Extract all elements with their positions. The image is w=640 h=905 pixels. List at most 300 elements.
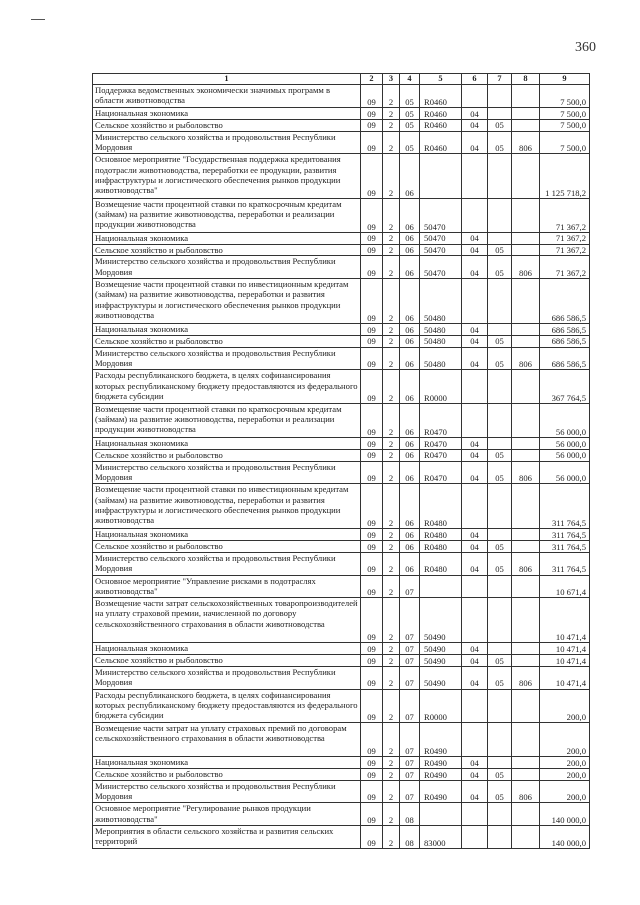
target-code-cell: 50470 (420, 232, 462, 244)
department-cell (512, 85, 540, 108)
subsection-cell (488, 642, 512, 654)
amount-cell: 56 000,0 (540, 449, 590, 461)
row-name-cell: Сельское хозяйство и рыболовство (93, 244, 361, 256)
amount-cell: 10 671,4 (540, 575, 590, 598)
table-row (93, 119, 590, 131)
department-cell (512, 642, 540, 654)
table-row (93, 279, 590, 324)
department-cell (512, 244, 540, 256)
amount-cell: 140 000,0 (540, 826, 590, 849)
target-code-cell: 50490 (420, 666, 462, 689)
department-cell: 806 (512, 131, 540, 154)
table-row (93, 723, 590, 757)
target-code-cell: 50470 (420, 198, 462, 232)
subsection-cell (488, 528, 512, 540)
subsection-cell: 05 (488, 256, 512, 279)
code-cell: 05 (400, 85, 420, 108)
amount-cell: 200,0 (540, 723, 590, 757)
code-cell: 07 (400, 654, 420, 666)
code-cell: 06 (400, 484, 420, 529)
code-cell: 06 (400, 244, 420, 256)
table-row (93, 461, 590, 484)
code-cell: 09 (361, 279, 383, 324)
department-cell (512, 154, 540, 199)
section-cell: 04 (462, 335, 488, 347)
code-cell: 2 (383, 437, 400, 449)
code-cell: 09 (361, 154, 383, 199)
code-cell: 09 (361, 484, 383, 529)
table-row (93, 370, 590, 404)
code-cell: 09 (361, 642, 383, 654)
target-code-cell: R0480 (420, 552, 462, 575)
code-cell: 09 (361, 323, 383, 335)
department-cell: 806 (512, 347, 540, 370)
department-cell: 806 (512, 666, 540, 689)
section-cell: 04 (462, 642, 488, 654)
code-cell: 09 (361, 449, 383, 461)
code-cell: 09 (361, 198, 383, 232)
target-code-cell: R0490 (420, 756, 462, 768)
header-cell: 2 (361, 74, 383, 85)
code-cell: 2 (383, 449, 400, 461)
target-code-cell: 50490 (420, 654, 462, 666)
target-code-cell (420, 154, 462, 199)
code-cell: 06 (400, 323, 420, 335)
target-code-cell: 50480 (420, 279, 462, 324)
row-name-cell: Министерство сельского хозяйства и продовольствия Республики Мордовия (93, 256, 361, 279)
subsection-cell: 05 (488, 780, 512, 803)
code-cell: 09 (361, 370, 383, 404)
section-cell: 04 (462, 256, 488, 279)
code-cell: 05 (400, 131, 420, 154)
row-name-cell: Поддержка ведомственных экономически значимых программ в области животноводства (93, 85, 361, 108)
department-cell (512, 404, 540, 438)
amount-cell: 71 367,2 (540, 232, 590, 244)
row-name-cell: Национальная экономика (93, 437, 361, 449)
table-row (93, 552, 590, 575)
table-row (93, 232, 590, 244)
header-cell: 1 (93, 74, 361, 85)
department-cell (512, 279, 540, 324)
code-cell: 2 (383, 528, 400, 540)
section-cell (462, 575, 488, 598)
target-code-cell (420, 803, 462, 826)
code-cell: 09 (361, 654, 383, 666)
table-row (93, 654, 590, 666)
subsection-cell: 05 (488, 540, 512, 552)
section-cell: 04 (462, 780, 488, 803)
table-row (93, 85, 590, 108)
row-name-cell: Сельское хозяйство и рыболовство (93, 768, 361, 780)
code-cell: 09 (361, 131, 383, 154)
row-name-cell: Расходы республиканского бюджета, в целях софинансирования которых республиканскому бюджету предоставляются из федерального бюджета субсидии (93, 370, 361, 404)
code-cell: 09 (361, 256, 383, 279)
table-row (93, 666, 590, 689)
table-row (93, 803, 590, 826)
code-cell: 06 (400, 461, 420, 484)
target-code-cell: R0470 (420, 404, 462, 438)
row-name-cell: Возмещение части затрат сельскохозяйственных товаропроизводителей на уплату страховой премии, начисленной по договору сельскохозяйственного страхования в области животноводства (93, 598, 361, 643)
department-cell (512, 484, 540, 529)
row-name-cell: Национальная экономика (93, 323, 361, 335)
subsection-cell: 05 (488, 666, 512, 689)
subsection-cell (488, 85, 512, 108)
code-cell: 09 (361, 244, 383, 256)
subsection-cell (488, 370, 512, 404)
amount-cell: 686 586,5 (540, 323, 590, 335)
subsection-cell (488, 404, 512, 438)
subsection-cell (488, 484, 512, 529)
code-cell: 09 (361, 723, 383, 757)
code-cell: 09 (361, 528, 383, 540)
subsection-cell (488, 598, 512, 643)
header-cell: 7 (488, 74, 512, 85)
code-cell: 09 (361, 780, 383, 803)
table-row (93, 484, 590, 529)
subsection-cell (488, 437, 512, 449)
row-name-cell: Министерство сельского хозяйства и продовольствия Республики Мордовия (93, 347, 361, 370)
target-code-cell: R0460 (420, 131, 462, 154)
code-cell: 2 (383, 85, 400, 108)
header-cell: 6 (462, 74, 488, 85)
target-code-cell: R0480 (420, 528, 462, 540)
row-name-cell: Сельское хозяйство и рыболовство (93, 540, 361, 552)
code-cell: 06 (400, 154, 420, 199)
row-name-cell: Возмещение части затрат на уплату страховых премий по договорам сельскохозяйственного страхования в области животноводства (93, 723, 361, 757)
amount-cell: 311 764,5 (540, 484, 590, 529)
code-cell: 09 (361, 598, 383, 643)
target-code-cell: 50480 (420, 323, 462, 335)
table-row (93, 540, 590, 552)
code-cell: 2 (383, 484, 400, 529)
code-cell: 2 (383, 244, 400, 256)
target-code-cell: R0480 (420, 540, 462, 552)
code-cell: 09 (361, 461, 383, 484)
code-cell: 2 (383, 119, 400, 131)
code-cell: 09 (361, 347, 383, 370)
table-row (93, 689, 590, 723)
subsection-cell: 05 (488, 449, 512, 461)
amount-cell: 7 500,0 (540, 107, 590, 119)
department-cell (512, 437, 540, 449)
code-cell: 2 (383, 256, 400, 279)
code-cell: 05 (400, 107, 420, 119)
target-code-cell: 83000 (420, 826, 462, 849)
table-body (93, 85, 590, 849)
row-name-cell: Министерство сельского хозяйства и продовольствия Республики Мордовия (93, 666, 361, 689)
amount-cell: 200,0 (540, 756, 590, 768)
row-name-cell: Сельское хозяйство и рыболовство (93, 654, 361, 666)
code-cell: 07 (400, 723, 420, 757)
section-cell: 04 (462, 131, 488, 154)
table-row (93, 598, 590, 643)
code-cell: 06 (400, 370, 420, 404)
department-cell (512, 119, 540, 131)
code-cell: 2 (383, 642, 400, 654)
department-cell (512, 598, 540, 643)
department-cell (512, 449, 540, 461)
table-row (93, 404, 590, 438)
table-row (93, 323, 590, 335)
code-cell: 09 (361, 552, 383, 575)
row-name-cell: Основное мероприятие "Государственная поддержка кредитования подотрасли животноводства, переработки ее продукции, развития инфраструктуры и логистического обеспечения рынков продукции животноводства" (93, 154, 361, 199)
department-cell: 806 (512, 461, 540, 484)
code-cell: 2 (383, 803, 400, 826)
row-name-cell: Возмещение части процентной ставки по краткосрочным кредитам (займам) на развитие животноводства, переработки и реализации продукции животноводства (93, 198, 361, 232)
section-cell: 04 (462, 347, 488, 370)
section-cell: 04 (462, 244, 488, 256)
code-cell: 07 (400, 768, 420, 780)
code-cell: 09 (361, 437, 383, 449)
row-name-cell: Возмещение части процентной ставки по инвестиционным кредитам (займам) на развитие животноводства, переработки и развития инфраструктуры и логистического обеспечения рынков продукции животноводства (93, 484, 361, 529)
target-code-cell: R0000 (420, 689, 462, 723)
page-number: 360 (575, 40, 596, 55)
table-row (93, 826, 590, 849)
code-cell: 09 (361, 768, 383, 780)
code-cell: 07 (400, 689, 420, 723)
department-cell (512, 826, 540, 849)
subsection-cell: 05 (488, 119, 512, 131)
subsection-cell (488, 803, 512, 826)
section-cell: 04 (462, 756, 488, 768)
row-name-cell: Национальная экономика (93, 528, 361, 540)
subsection-cell: 05 (488, 131, 512, 154)
amount-cell: 71 367,2 (540, 256, 590, 279)
subsection-cell (488, 198, 512, 232)
code-cell: 2 (383, 575, 400, 598)
target-code-cell: R0490 (420, 768, 462, 780)
table-row (93, 780, 590, 803)
department-cell (512, 323, 540, 335)
section-cell: 04 (462, 323, 488, 335)
header-cell: 3 (383, 74, 400, 85)
section-cell (462, 484, 488, 529)
code-cell: 06 (400, 335, 420, 347)
code-cell: 2 (383, 780, 400, 803)
target-code-cell: 50490 (420, 642, 462, 654)
row-name-cell: Расходы республиканского бюджета, в целях софинансирования которых республиканскому бюджету предоставляются из федерального бюджета субсидии (93, 689, 361, 723)
row-name-cell: Национальная экономика (93, 107, 361, 119)
code-cell: 09 (361, 335, 383, 347)
amount-cell: 311 764,5 (540, 540, 590, 552)
amount-cell: 686 586,5 (540, 335, 590, 347)
subsection-cell (488, 323, 512, 335)
section-cell (462, 370, 488, 404)
department-cell (512, 528, 540, 540)
code-cell: 07 (400, 598, 420, 643)
department-cell (512, 107, 540, 119)
amount-cell: 56 000,0 (540, 437, 590, 449)
row-name-cell: Министерство сельского хозяйства и продовольствия Республики Мордовия (93, 780, 361, 803)
section-cell: 04 (462, 461, 488, 484)
code-cell: 06 (400, 552, 420, 575)
code-cell: 08 (400, 826, 420, 849)
target-code-cell: 50470 (420, 244, 462, 256)
target-code-cell: R0470 (420, 461, 462, 484)
code-cell: 07 (400, 575, 420, 598)
subsection-cell: 05 (488, 461, 512, 484)
department-cell (512, 654, 540, 666)
table-header-row (93, 74, 590, 85)
department-cell (512, 803, 540, 826)
department-cell (512, 335, 540, 347)
target-code-cell: R0460 (420, 107, 462, 119)
department-cell (512, 756, 540, 768)
table-row (93, 256, 590, 279)
department-cell (512, 232, 540, 244)
target-code-cell: R0470 (420, 437, 462, 449)
code-cell: 06 (400, 232, 420, 244)
code-cell: 2 (383, 370, 400, 404)
target-code-cell: R0000 (420, 370, 462, 404)
amount-cell: 200,0 (540, 780, 590, 803)
row-name-cell: Министерство сельского хозяйства и продовольствия Республики Мордовия (93, 461, 361, 484)
code-cell: 05 (400, 119, 420, 131)
amount-cell: 311 764,5 (540, 528, 590, 540)
section-cell: 04 (462, 552, 488, 575)
amount-cell: 1 125 718,2 (540, 154, 590, 199)
code-cell: 09 (361, 575, 383, 598)
department-cell: 806 (512, 780, 540, 803)
row-name-cell: Национальная экономика (93, 642, 361, 654)
amount-cell: 7 500,0 (540, 131, 590, 154)
target-code-cell: R0480 (420, 484, 462, 529)
code-cell: 2 (383, 347, 400, 370)
row-name-cell: Сельское хозяйство и рыболовство (93, 119, 361, 131)
subsection-cell: 05 (488, 244, 512, 256)
department-cell (512, 689, 540, 723)
section-cell: 04 (462, 528, 488, 540)
table-row (93, 449, 590, 461)
section-cell (462, 723, 488, 757)
amount-cell: 686 586,5 (540, 279, 590, 324)
amount-cell: 7 500,0 (540, 85, 590, 108)
code-cell: 2 (383, 826, 400, 849)
code-cell: 08 (400, 803, 420, 826)
row-name-cell: Возмещение части процентной ставки по инвестиционным кредитам (займам) на развитие животноводства, переработки и развития инфраструктуры и логистического обеспечения рынков продукции животноводства (93, 279, 361, 324)
code-cell: 2 (383, 232, 400, 244)
amount-cell: 71 367,2 (540, 244, 590, 256)
target-code-cell: 50480 (420, 347, 462, 370)
code-cell: 06 (400, 347, 420, 370)
code-cell: 07 (400, 642, 420, 654)
code-cell: 2 (383, 598, 400, 643)
row-name-cell: Министерство сельского хозяйства и продовольствия Республики Мордовия (93, 552, 361, 575)
target-code-cell: 50470 (420, 256, 462, 279)
amount-cell: 56 000,0 (540, 404, 590, 438)
table-row (93, 335, 590, 347)
code-cell: 2 (383, 666, 400, 689)
row-name-cell: Национальная экономика (93, 232, 361, 244)
table-row (93, 107, 590, 119)
subsection-cell (488, 575, 512, 598)
amount-cell: 686 586,5 (540, 347, 590, 370)
code-cell: 09 (361, 232, 383, 244)
section-cell (462, 404, 488, 438)
row-name-cell: Министерство сельского хозяйства и продовольствия Республики Мордовия (93, 131, 361, 154)
amount-cell: 311 764,5 (540, 552, 590, 575)
subsection-cell: 05 (488, 347, 512, 370)
section-cell (462, 279, 488, 324)
row-name-cell: Возмещение части процентной ставки по краткосрочным кредитам (займам) на развитие животноводства, переработки и реализации продукции животноводства (93, 404, 361, 438)
subsection-cell (488, 279, 512, 324)
target-code-cell: R0460 (420, 85, 462, 108)
header-cell: 8 (512, 74, 540, 85)
section-cell: 04 (462, 119, 488, 131)
code-cell: 2 (383, 540, 400, 552)
section-cell: 04 (462, 666, 488, 689)
amount-cell: 10 471,4 (540, 598, 590, 643)
code-cell: 07 (400, 780, 420, 803)
code-cell: 09 (361, 689, 383, 723)
subsection-cell (488, 723, 512, 757)
target-code-cell: R0490 (420, 723, 462, 757)
code-cell: 06 (400, 279, 420, 324)
department-cell (512, 768, 540, 780)
row-name-cell: Сельское хозяйство и рыболовство (93, 449, 361, 461)
department-cell (512, 575, 540, 598)
code-cell: 06 (400, 256, 420, 279)
table-row (93, 131, 590, 154)
section-cell: 04 (462, 449, 488, 461)
section-cell: 04 (462, 768, 488, 780)
section-cell (462, 598, 488, 643)
code-cell: 2 (383, 689, 400, 723)
section-cell: 04 (462, 107, 488, 119)
subsection-cell: 05 (488, 654, 512, 666)
code-cell: 09 (361, 803, 383, 826)
code-cell: 09 (361, 756, 383, 768)
subsection-cell: 05 (488, 552, 512, 575)
code-cell: 06 (400, 528, 420, 540)
amount-cell: 10 471,4 (540, 642, 590, 654)
department-cell: 806 (512, 256, 540, 279)
code-cell: 2 (383, 768, 400, 780)
target-code-cell: R0490 (420, 780, 462, 803)
amount-cell: 10 471,4 (540, 654, 590, 666)
subsection-cell (488, 756, 512, 768)
target-code-cell (420, 575, 462, 598)
table-row (93, 347, 590, 370)
department-cell: 806 (512, 552, 540, 575)
row-name-cell: Мероприятия в области сельского хозяйства и развития сельских территорий (93, 826, 361, 849)
code-cell: 2 (383, 461, 400, 484)
target-code-cell: 50480 (420, 335, 462, 347)
amount-cell: 10 471,4 (540, 666, 590, 689)
header-cell: 5 (420, 74, 462, 85)
code-cell: 09 (361, 826, 383, 849)
code-cell: 07 (400, 666, 420, 689)
code-cell: 2 (383, 131, 400, 154)
subsection-cell (488, 107, 512, 119)
code-cell: 07 (400, 756, 420, 768)
subsection-cell (488, 689, 512, 723)
code-cell: 2 (383, 335, 400, 347)
table-row (93, 437, 590, 449)
code-cell: 06 (400, 540, 420, 552)
code-cell: 09 (361, 666, 383, 689)
code-cell: 2 (383, 279, 400, 324)
code-cell: 09 (361, 85, 383, 108)
table-row (93, 575, 590, 598)
department-cell (512, 723, 540, 757)
amount-cell: 367 764,5 (540, 370, 590, 404)
code-cell: 09 (361, 107, 383, 119)
code-cell: 2 (383, 756, 400, 768)
row-name-cell: Национальная экономика (93, 756, 361, 768)
row-name-cell: Основное мероприятие "Управление рисками в подотраслях животноводства" (93, 575, 361, 598)
section-cell (462, 689, 488, 723)
